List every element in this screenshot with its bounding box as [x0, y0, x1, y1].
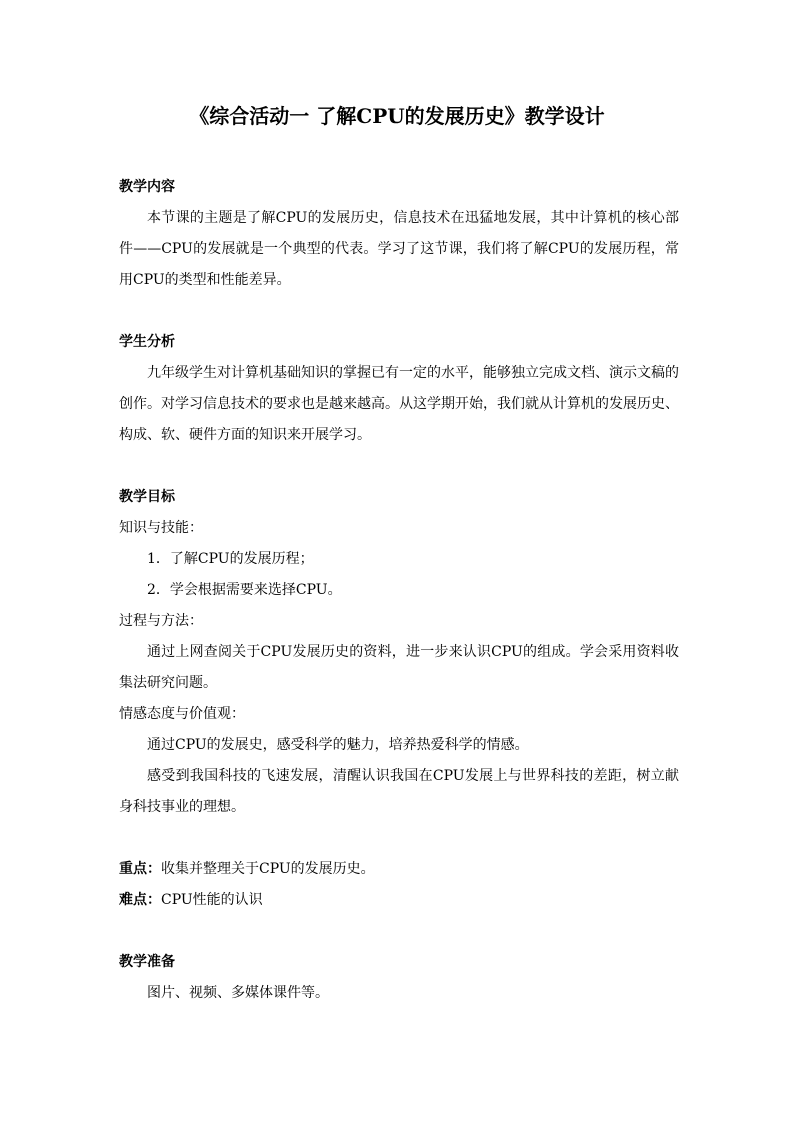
- document-title: 《综合活动一 了解CPU的发展历史》教学设计: [189, 104, 605, 128]
- emotion-label: 情感态度与价值观：: [119, 706, 245, 722]
- key-point-text: 收集并整理关于CPU的发展历史。: [161, 861, 375, 877]
- emotion-paragraph: 感受到我国科技的飞速发展，清醒认识我国在CPU发展上与世界科技的差距，树立献身科技事业的理想。: [119, 768, 679, 815]
- knowledge-label: 知识与技能：: [119, 520, 203, 536]
- section-heading-goals: 教学目标: [119, 489, 175, 505]
- spacer: [119, 296, 679, 327]
- document-body: [119, 172, 679, 1009]
- section-paragraph-preparation: 图片、视频、多媒体课件等。: [147, 985, 329, 1001]
- section-paragraph-content: 本节课的主题是了解CPU的发展历史，信息技术在迅猛地发展，其中计算机的核心部件——CPU的发展就是一个典型的代表。学习了这节课，我们将了解CPU的发展历程，常用CPU的类型和性能差异。: [119, 210, 679, 288]
- section-heading-students: 学生分析: [119, 334, 175, 350]
- section-heading-content: 教学内容: [119, 179, 175, 195]
- spacer: [119, 451, 679, 482]
- section-heading-preparation: 教学准备: [119, 954, 175, 970]
- knowledge-item: 2．学会根据需要来选择CPU。: [147, 582, 342, 598]
- knowledge-item: 1．了解CPU的发展历程；: [147, 551, 314, 567]
- key-point-line: [119, 854, 679, 885]
- spacer: [119, 823, 679, 854]
- difficult-point-text: CPU性能的认识: [161, 892, 263, 908]
- section-paragraph-students: 九年级学生对计算机基础知识的掌握已有一定的水平，能够独立完成文档、演示文稿的创作。对学习信息技术的要求也是越来越高。从这学期开始，我们就从计算机的发展历史、构成、软、硬件方面的知识来开展学习。: [119, 365, 679, 443]
- key-point-label: 重点：: [119, 861, 161, 877]
- spacer: [119, 916, 679, 947]
- difficult-point-line: [119, 885, 679, 916]
- process-paragraph: 通过上网查阅关于CPU发展历史的资料，进一步来认识CPU的组成。学会采用资料收集法研究问题。: [119, 644, 679, 691]
- difficult-point-label: 难点：: [119, 892, 161, 908]
- process-label: 过程与方法：: [119, 613, 203, 629]
- emotion-paragraph: 通过CPU的发展史，感受科学的魅力，培养热爱科学的情感。: [147, 737, 529, 753]
